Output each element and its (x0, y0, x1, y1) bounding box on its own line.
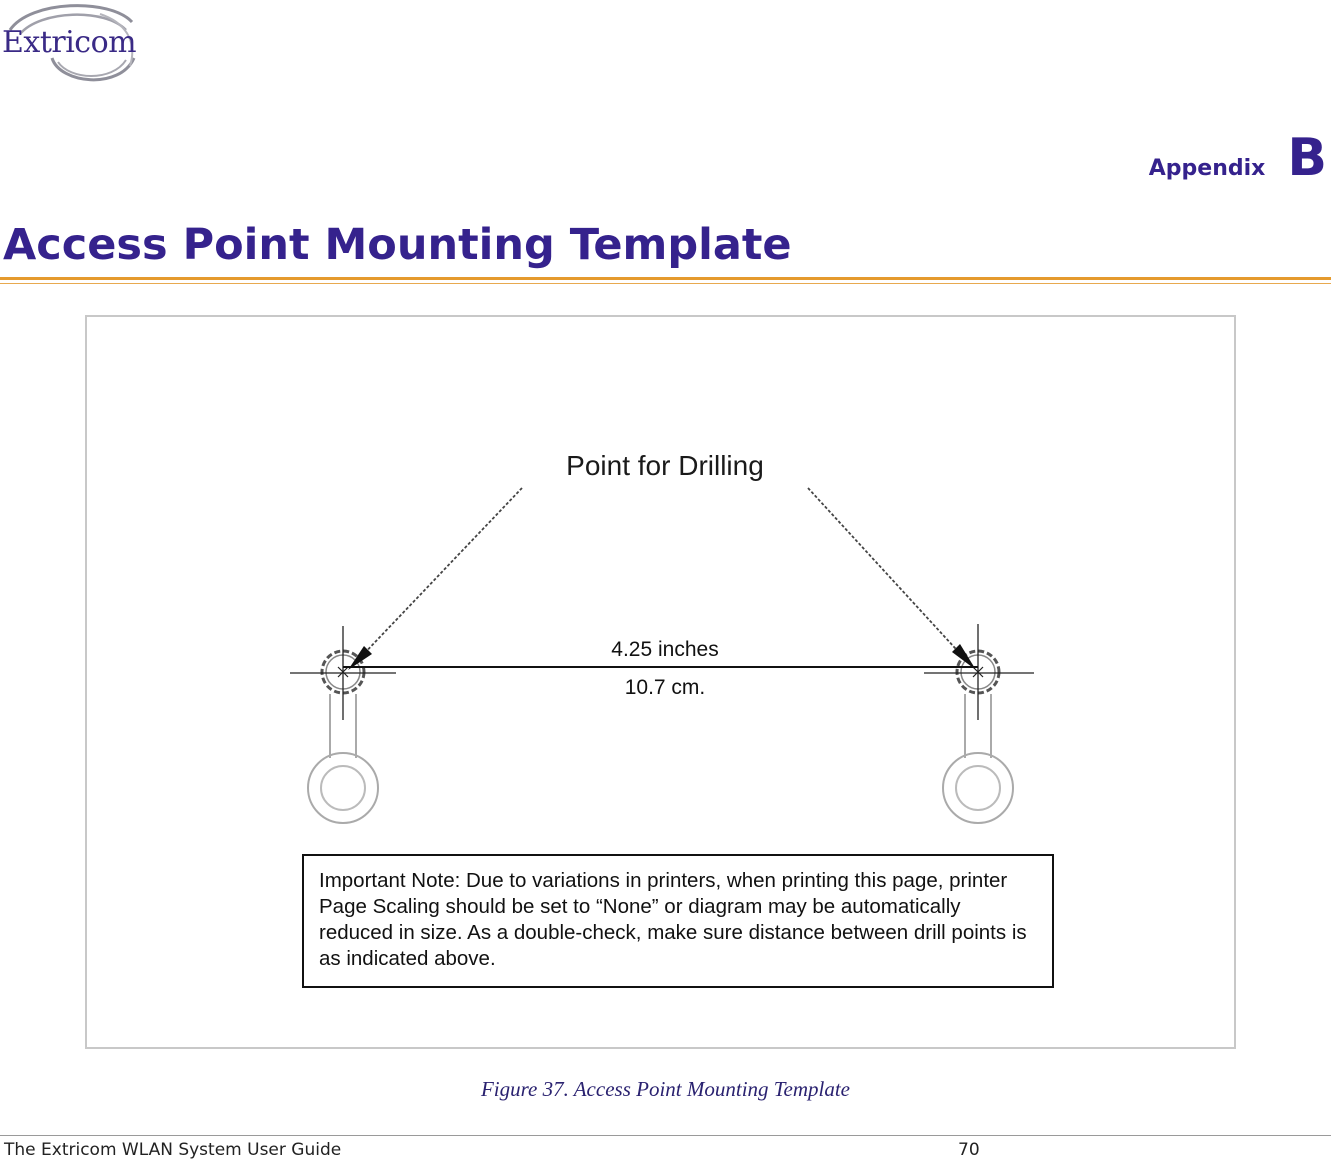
appendix-letter: B (1287, 128, 1327, 188)
distance-inches-label: 4.25 inches (611, 638, 719, 661)
footer-guide-title: The Extricom WLAN System User Guide (4, 1140, 342, 1160)
important-note (302, 854, 1054, 988)
figure-caption: Figure 37. Access Point Mounting Template (480, 1077, 851, 1101)
footer-rule (0, 1135, 1331, 1136)
drill-point-label: Point for Drilling (566, 450, 764, 481)
right-drill-point (924, 624, 1034, 720)
page-title: Access Point Mounting Template (3, 220, 792, 270)
left-drill-point (290, 626, 396, 720)
left-arrow-icon (348, 488, 522, 670)
footer-page-number: 70 (958, 1140, 980, 1160)
appendix-word: Appendix (1148, 156, 1266, 181)
right-arrow-icon (808, 488, 976, 670)
logo-text: Extricom (2, 25, 137, 60)
important-note-text: Important Note: Due to variations in printers, when printing this page, printer Page Scaling should be set to “None” or diagram may be automatically reduced in size. As a double-check, make sure distance between drill points is as indicated above. (319, 869, 1027, 970)
distance-cm-label: 10.7 cm. (624, 676, 706, 699)
